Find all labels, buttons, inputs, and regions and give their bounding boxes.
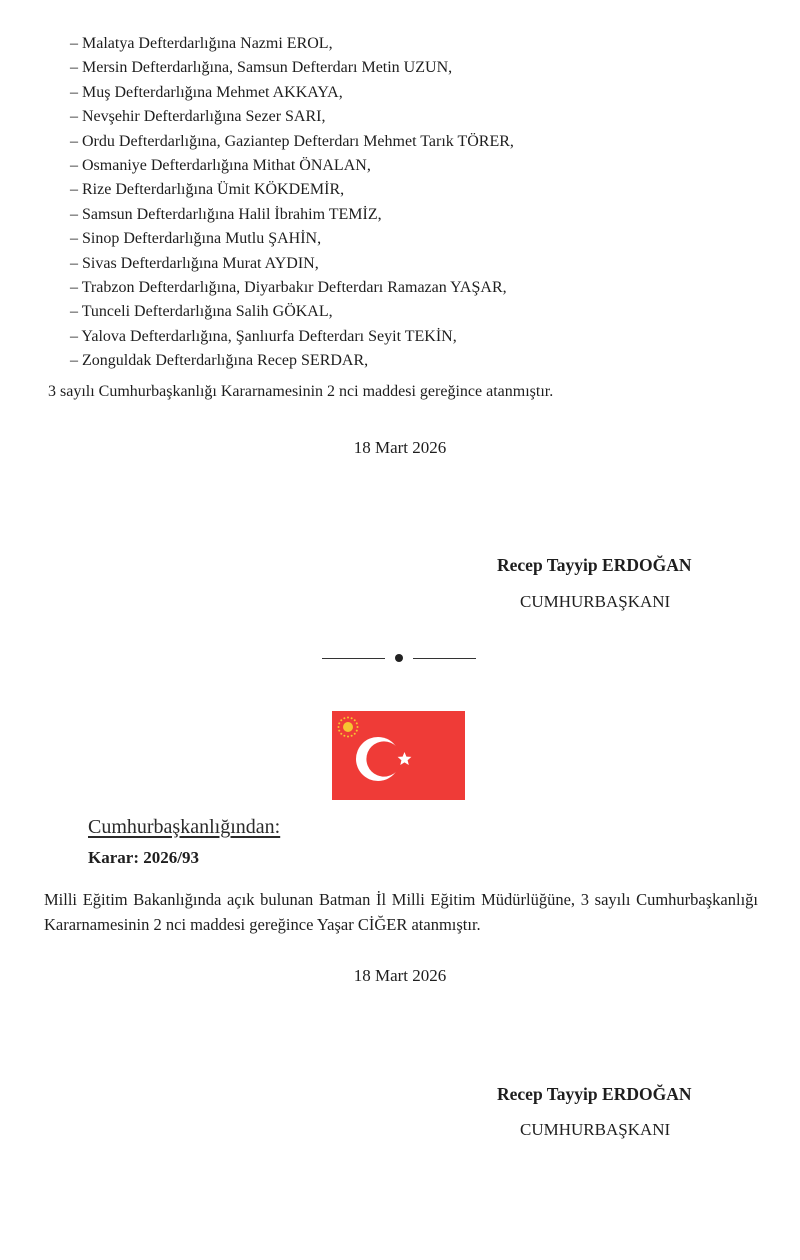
decision-number: Karar: 2026/93 xyxy=(88,848,199,867)
signatory-name: Recep Tayyip ERDOĞAN xyxy=(497,1084,692,1104)
seal-star xyxy=(343,717,345,719)
appointment-item: – Ordu Defterdarlığına, Gaziantep Defterdarı Mehmet Tarık TÖRER, xyxy=(70,132,514,150)
seal-star xyxy=(338,730,340,732)
section-heading: Cumhurbaşkanlığından: xyxy=(88,816,281,838)
crescent-inner xyxy=(366,741,401,776)
separator-line xyxy=(322,658,385,659)
appointment-item: – Sinop Defterdarlığına Mutlu ŞAHİN, xyxy=(70,230,322,248)
seal-star xyxy=(351,717,353,719)
turkish-presidential-flag-icon xyxy=(332,711,465,800)
appointment-item: – Malatya Defterdarlığına Nazmi EROL, xyxy=(70,35,333,52)
seal-star xyxy=(338,726,340,728)
seal-star xyxy=(354,733,356,735)
seal-star xyxy=(351,735,353,737)
decree-date: 18 Mart 2026 xyxy=(353,438,447,457)
seal-star xyxy=(340,733,342,735)
seal-star xyxy=(347,736,349,738)
appointment-item: – Trabzon Defterdarlığına, Diyarbakır Defterdarı Ramazan YAŞAR, xyxy=(70,279,507,297)
seal-star xyxy=(340,719,342,721)
appointment-item: – Nevşehir Defterdarlığına Sezer SARI, xyxy=(70,108,326,126)
appointment-list xyxy=(70,32,514,374)
closing-line: 3 sayılı Cumhurbaşkanlığı Kararnamesinin 2 nci maddesi gereğince atanmıştır. xyxy=(48,383,554,400)
signatory-name: Recep Tayyip ERDOĞAN xyxy=(497,555,692,575)
signatory-title: CUMHURBAŞKANI xyxy=(520,592,671,611)
appointment-item: – Muş Defterdarlığına Mehmet AKKAYA, xyxy=(70,83,343,101)
appointment-item: – Osmaniye Defterdarlığına Mithat ÖNALAN, xyxy=(70,157,371,175)
seal-star xyxy=(356,722,358,724)
seal-star xyxy=(343,735,345,737)
appointment-item: – Sivas Defterdarlığına Murat AYDIN, xyxy=(70,254,319,272)
appointment-item: – Yalova Defterdarlığına, Şanlıurfa Defterdarı Seyit TEKİN, xyxy=(70,327,457,345)
seal-star xyxy=(338,722,340,724)
appointment-item: – Tunceli Defterdarlığına Salih GÖKAL, xyxy=(70,303,333,321)
decision-body: Milli Eğitim Bakanlığında açık bulunan Batman İl Milli Eğitim Müdürlüğüne, 3 sayılı Cumhurbaşkanlığı Kararnamesinin 2 nci maddesi gereğince Yaşar CİĞER atanmıştır. xyxy=(44,890,758,934)
seal-star xyxy=(357,726,359,728)
seal-star xyxy=(347,717,349,719)
seal-star xyxy=(356,730,358,732)
separator-line xyxy=(413,658,476,659)
signatory-title: CUMHURBAŞKANI xyxy=(520,1120,671,1139)
section-separator xyxy=(322,651,477,667)
decree-date: 18 Mart 2026 xyxy=(353,966,447,985)
appointment-item: – Rize Defterdarlığına Ümit KÖKDEMİR, xyxy=(70,181,345,199)
appointment-item: – Mersin Defterdarlığına, Samsun Defterdarı Metin UZUN, xyxy=(70,59,453,77)
seal-star xyxy=(354,719,356,721)
separator-dot xyxy=(395,654,403,662)
appointment-item: – Zonguldak Defterdarlığına Recep SERDAR, xyxy=(70,352,369,370)
appointment-item: – Samsun Defterdarlığına Halil İbrahim TEMİZ, xyxy=(70,205,382,223)
